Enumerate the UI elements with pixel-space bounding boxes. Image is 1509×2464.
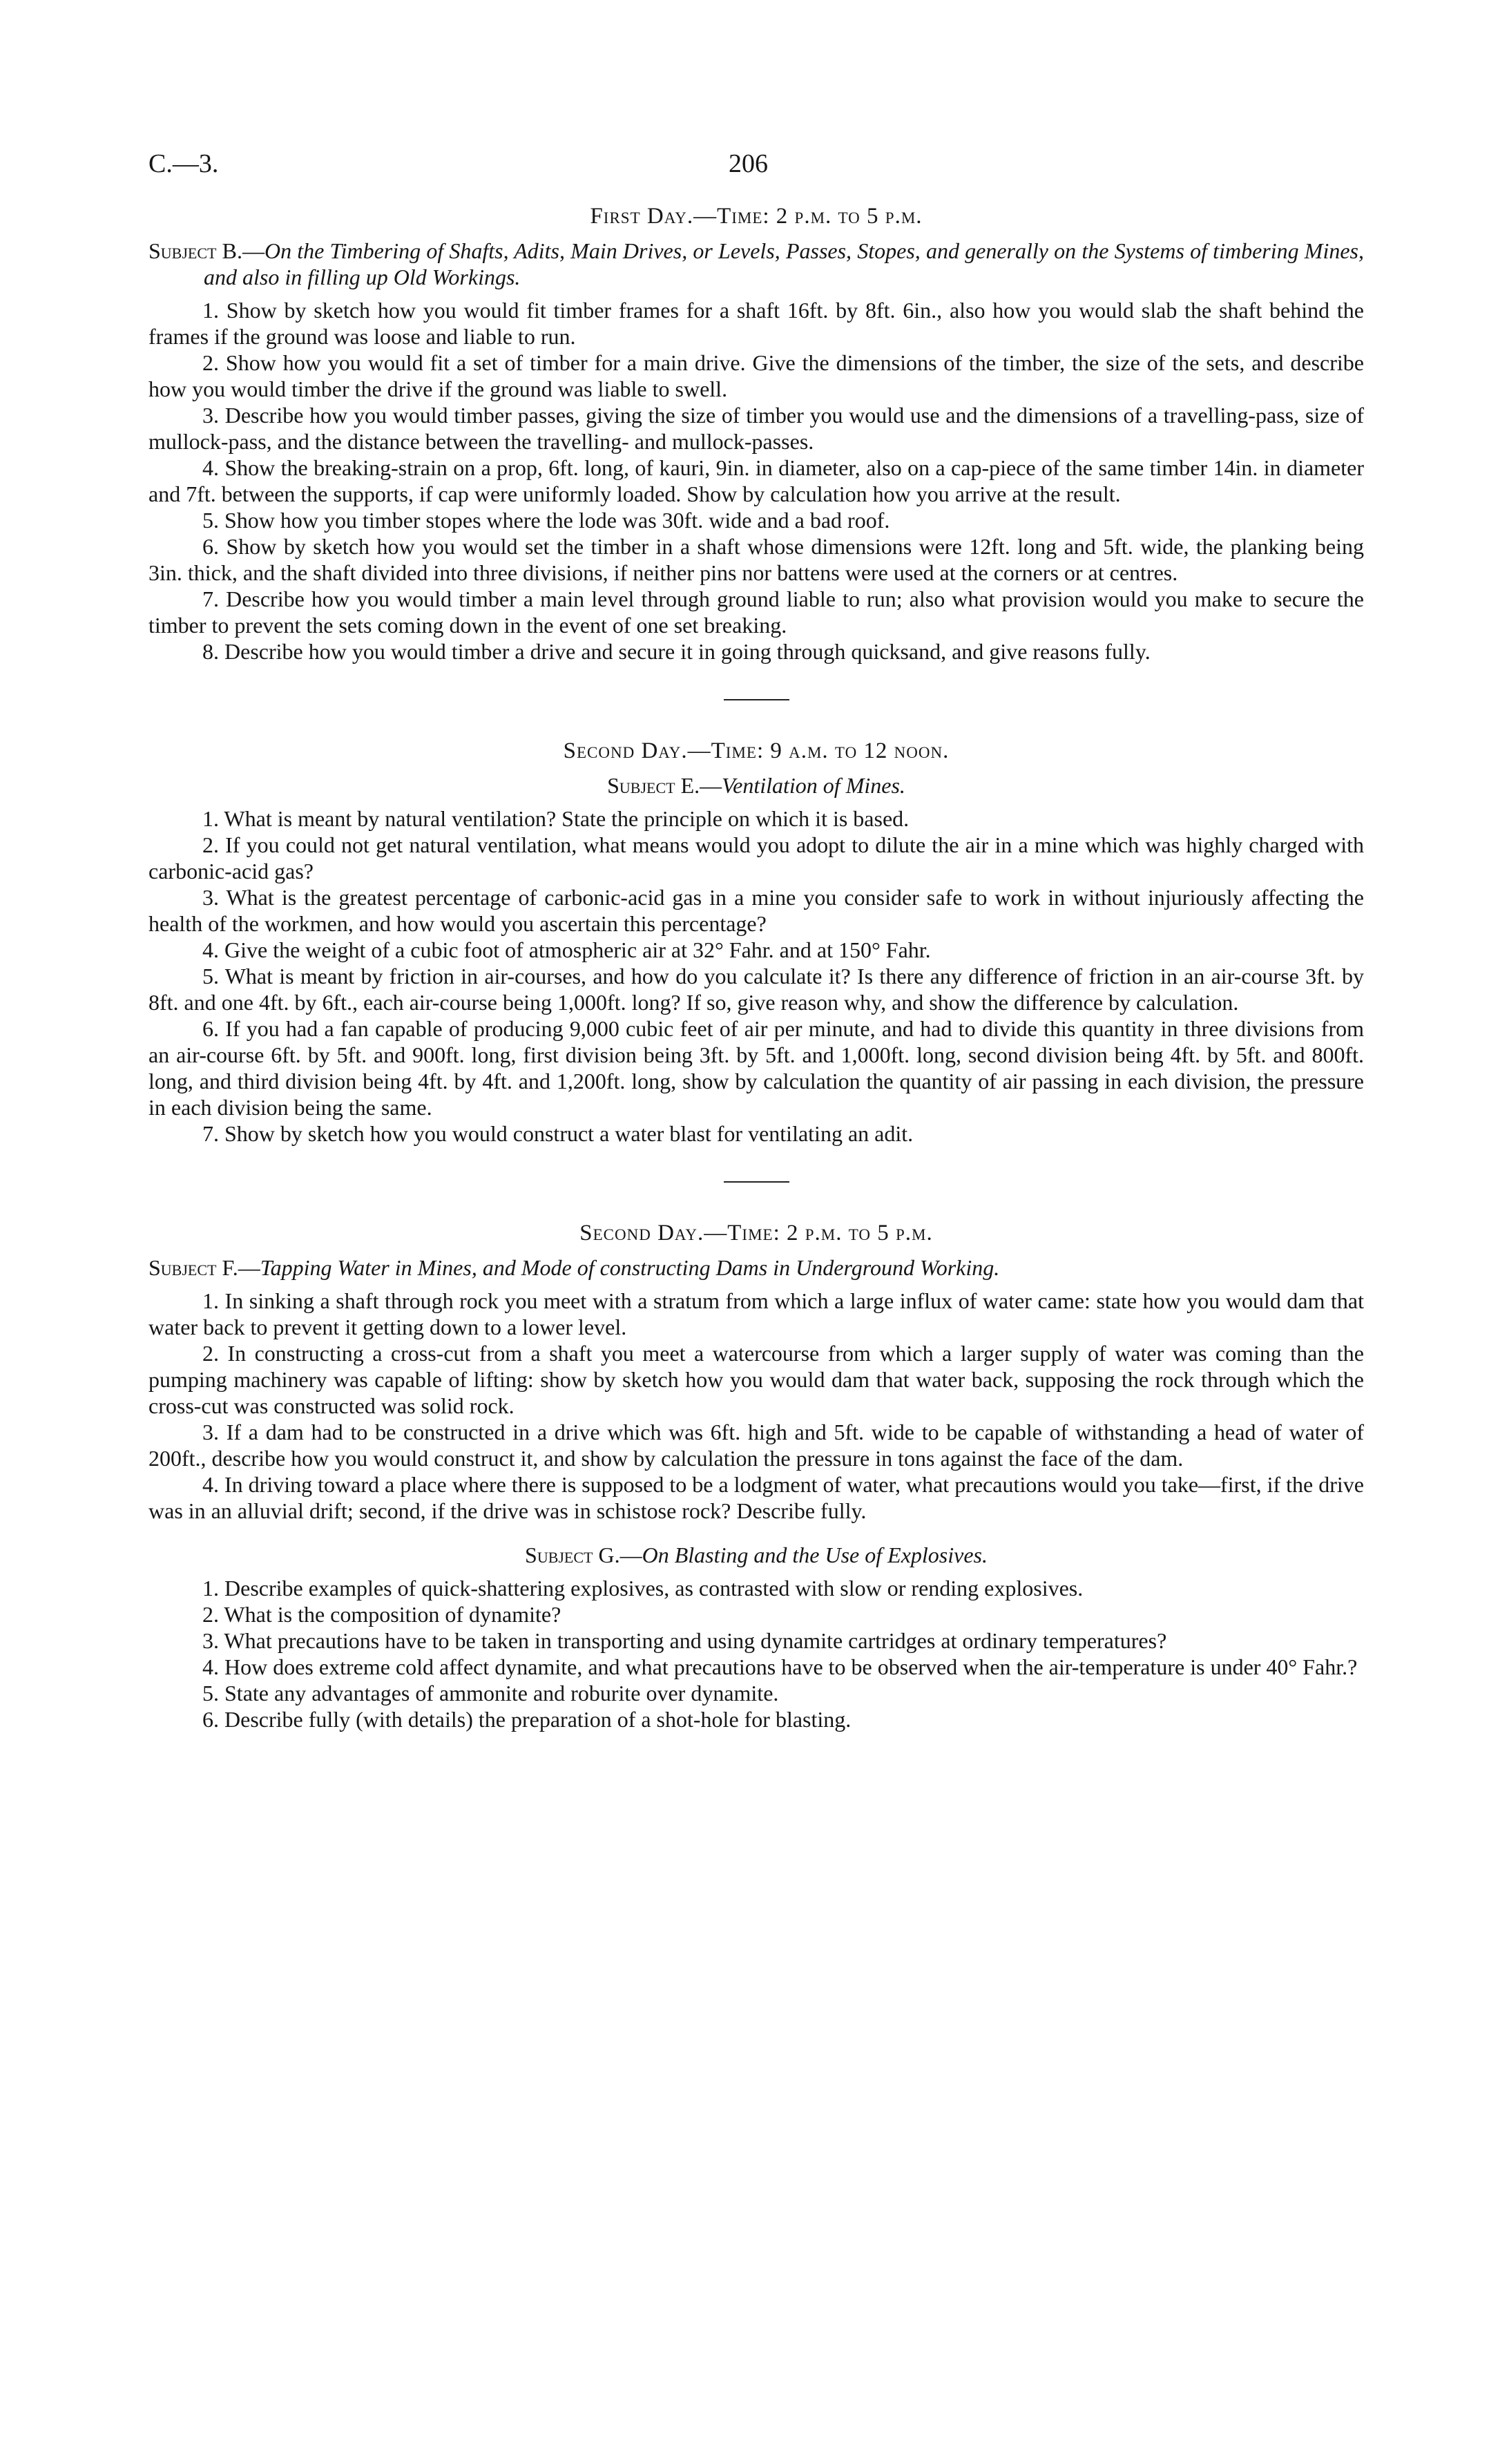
question: 3. What is the greatest percentage of carbonic-acid gas in a mine you consider safe to work in without injuriously affecting the health of the workmen, and how would you ascertain this percentage? [148,885,1364,936]
question: 7. Show by sketch how you would construct a water blast for ventilating an adit. [202,1121,914,1146]
question: 1. What is meant by natural ventilation? State the principle on which it is based. [202,806,910,831]
section-second-day-morning [148,738,1364,1147]
question: 1. Describe examples of quick-shattering explosives, as contrasted with slow or rending explosives. [202,1576,1084,1601]
subject-heading [148,772,1364,799]
question: 2. In constructing a cross-cut from a shaft you meet a watercourse from which a larger supply of water was coming than the pumping machinery was capable of lifting: show by sketch how you would dam that water back, supposing the rock through which the cross-cut was constructed was solid rock. [148,1341,1364,1418]
day-heading: First Day.—Time: 2 p.m. to 5 p.m. [590,204,923,229]
question: 1. In sinking a shaft through rock you meet with a stratum from which a large influx of water came: state how you would dam that water back to prevent it getting down to a lower level. [148,1288,1364,1339]
document-reference: C.—3. [148,149,219,178]
question: 3. If a dam had to be constructed in a drive which was 6ft. high and 5ft. wide to be capable of withstanding a head of water of 200ft., describe how you would construct it, and show by calculation the pressure in tons against the face of the dam. [148,1420,1364,1471]
document-page [148,149,1364,1732]
section-subject-g [148,1542,1364,1732]
question: 3. What precautions have to be taken in transporting and using dynamite cartridges at ordinary temperatures? [202,1628,1167,1653]
subject-label: Subject F.— [148,1255,260,1280]
page-number: 206 [729,149,768,178]
question: 6. Describe fully (with details) the preparation of a shot-hole for blasting. [202,1707,852,1732]
section-first-day [148,204,1364,665]
question: 6. Show by sketch how you would set the timber in a shaft whose dimensions were 12ft. long and 5ft. wide, the planking being 3in. thick, and the shaft divided into three divisions, if neither pins nor battens were used at the corners or at centres. [148,534,1364,585]
subject-heading [148,1542,1364,1568]
question: 5. Show how you timber stopes where the lode was 30ft. wide and a bad roof. [202,508,890,533]
subject-title: Ventilation of Mines. [722,773,905,798]
question: 6. If you had a fan capable of producing 9,000 cubic feet of air per minute, and had to divide this quantity in three divisions from an air-course 6ft. by 5ft. and 900ft. long, first division being 3ft. by 5ft. and 1,000ft. long, second division being 4ft. by 5ft. and 800ft. long, and third division being 4ft. by 4ft. and 1,200ft. long, show by calculation the quantity of air passing in each division, the pressure in each division being the same. [148,1016,1364,1120]
question: 4. Give the weight of a cubic foot of atmospheric air at 32° Fahr. and at 150° Fahr. [202,937,931,962]
subject-label: Subject G.— [525,1543,642,1567]
question: 4. In driving toward a place where there is supposed to be a lodgment of water, what precautions would you take—first, if the drive was in an alluvial drift; second, if the drive was in schistose rock? Describe fully. [148,1472,1364,1523]
subject-label: Subject E.— [607,773,722,798]
subject-title: On the Timbering of Shafts, Adits, Main Drives, or Levels, Passes, Stopes, and generally on the Systems of timbering Mines, and also in filling up Old Workings. [204,238,1364,289]
question: 4. Show the breaking-strain on a prop, 6ft. long, of kauri, 9in. in diameter, also on a cap-piece of the same timber 14in. in diameter and 7ft. between the supports, if cap were uniformly loaded. Show by calculation how you arrive at the result. [148,455,1364,506]
subject-label: Subject B.— [148,238,265,263]
question: 4. How does extreme cold affect dynamite, and what precautions have to be observed when the air-temperature is under 40° Fahr.? [202,1654,1358,1679]
section-second-day-afternoon [148,1221,1364,1524]
section-divider [724,699,789,700]
question: 5. State any advantages of ammonite and roburite over dynamite. [202,1681,779,1706]
running-head [148,149,1364,197]
day-heading: Second Day.—Time: 2 p.m. to 5 p.m. [579,1221,933,1245]
question: 5. What is meant by friction in air-courses, and how do you calculate it? Is there any difference of friction in an air-course 3ft. by 8ft. and one 4ft. by 6ft., each air-course being 1,000ft. long? If so, give reason why, and show the difference by calculation. [148,964,1364,1015]
question: 2. Show how you would fit a set of timber for a main drive. Give the dimensions of the timber, the size of the sets, and describe how you would timber the drive if the ground was liable to swell. [148,350,1364,401]
section-divider [724,1181,789,1183]
question: 2. If you could not get natural ventilation, what means would you adopt to dilute the air in a mine which was highly charged with carbonic-acid gas? [148,832,1364,884]
question: 8. Describe how you would timber a drive and secure it in going through quicksand, and give reasons fully. [202,639,1151,664]
question: 7. Describe how you would timber a main level through ground liable to run; also what provision would you make to secure the timber to prevent the sets coming down in the event of one set breaking. [148,586,1364,638]
subject-title: Tapping Water in Mines, and Mode of constructing Dams in Underground Working. [260,1255,1000,1280]
subject-heading [148,238,1364,290]
subject-heading [148,1254,1364,1281]
question: 1. Show by sketch how you would fit timber frames for a shaft 16ft. by 8ft. 6in., also how you would slab the shaft behind the frames if the ground was loose and liable to run. [148,298,1364,349]
question: 3. Describe how you would timber passes, giving the size of timber you would use and the dimensions of a travelling-pass, size of mullock-pass, and the distance between the travelling- and mullock-passes. [148,403,1364,454]
subject-title: On Blasting and the Use of Explosives. [642,1543,988,1567]
question: 2. What is the composition of dynamite? [202,1602,561,1627]
day-heading: Second Day.—Time: 9 a.m. to 12 noon. [563,738,950,763]
